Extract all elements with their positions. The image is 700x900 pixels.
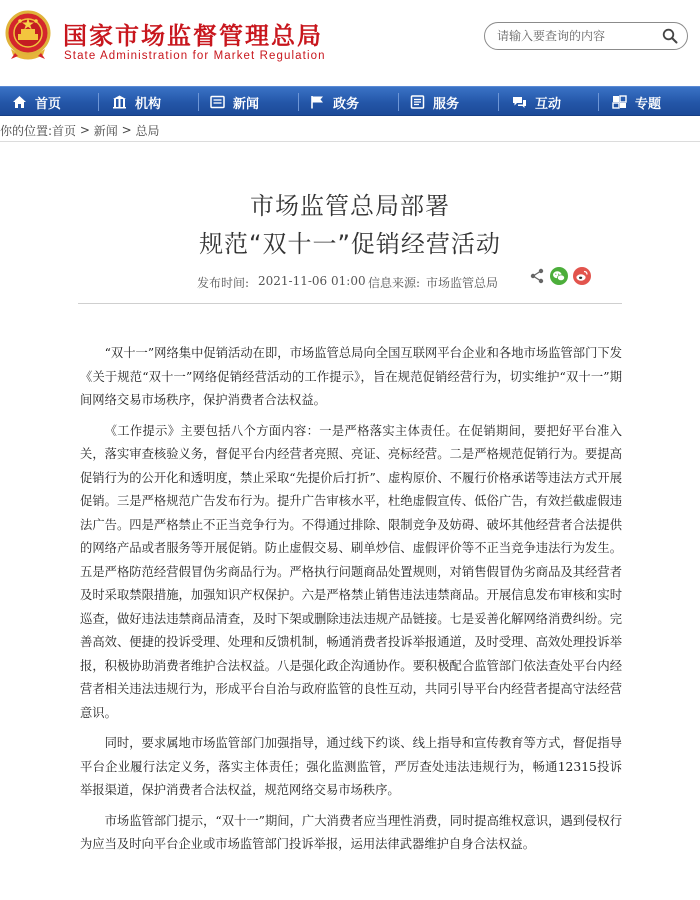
weibo-icon[interactable] — [573, 267, 591, 285]
publish-time: 2021-11-06 01:00 — [258, 274, 366, 288]
home-icon — [12, 95, 27, 109]
breadcrumb-headquarters[interactable]: 总局 — [135, 123, 160, 138]
site-title[interactable]: 国家市场监督管理总局 — [63, 22, 323, 50]
article-body — [80, 342, 622, 864]
nav-item-news[interactable] — [210, 87, 259, 117]
article-title-line2: 规范“双十一”促销经营活动 — [199, 230, 501, 258]
flag-icon — [310, 95, 325, 109]
nav-item-label: 机构 — [135, 96, 162, 112]
topic-icon — [612, 95, 627, 109]
nav-item-interaction[interactable] — [512, 87, 561, 117]
building-icon — [112, 95, 127, 109]
nav-item-label: 互动 — [535, 96, 562, 112]
search-icon[interactable] — [662, 28, 678, 44]
breadcrumb-home[interactable]: 首页 — [52, 123, 77, 138]
nav-item-institutions[interactable] — [112, 87, 161, 117]
main-nav — [0, 86, 700, 116]
nav-item-label: 服务 — [433, 96, 460, 112]
article-paragraph: “双十一”网络集中促销活动在即，市场监管总局向全国互联网平台企业和各地市场监管部门下发《关于规范“双十一”网络促销经营活动的工作提示》，旨在规范促销经营行为，切实维护“双十一”期间网络交易市场秩序，保护消费者合法权益。 — [80, 346, 622, 407]
nav-item-label: 专题 — [635, 96, 662, 112]
article-title-line1: 市场监管总局部署 — [250, 192, 450, 220]
source-label: 信息来源: — [368, 276, 421, 290]
service-icon — [410, 95, 425, 109]
nav-item-topics[interactable] — [612, 87, 661, 117]
article-paragraph: 市场监管部门提示，“双十一”期间，广大消费者应当理性消费，同时提高维权意识，遇到侵权行为应当及时向平台企业或市场监管部门投诉举报，运用法律武器维护自身合法权益。 — [80, 813, 622, 851]
interact-icon — [512, 95, 527, 109]
nav-item-label: 首页 — [35, 96, 62, 112]
article-paragraph: 《工作提示》主要包括八个方面内容：一是严格落实主体责任。在促销期间，要把好平台准入关，落实审查核验义务，督促平台内经营者亮照、亮证、亮标经营。二是严格规范促销行为。要提高促销行为的公开化和透明度，禁止采取“先提价后打折”、虚构原价、不履行价格承诺等违法方式开展促销。三是严格规范广告发布行为。提升广告审核水平，杜绝虚假宣传、低俗广告，有效拦截虚假违法广告。四是严格禁止不正当竞争行为。不得通过排除、限制竞争及妨碍、破坏其他经营者合法提供的网络产品或者服务等开展促销。防止虚假交易、刷单炒信、虚假评价等不正当竞争违法行为发生。五是严格防范经营假冒伪劣商品行为。严格执行问题商品处置规则，对销售假冒伪劣商品及其经营者及时采取禁限措施，加强知识产权保护。六是严格禁止销售违法违禁商品。开展信息发布审核和实时巡查，做好违法违禁商品清查，及时下架或删除违法违规产品链接。七是妥善化解网络消费纠纷。完善高效、便捷的投诉受理、处理和反馈机制，畅通消费者投诉举报通道，及时受理、高效处理投诉举报，积极协助消费者维护合法权益。八是强化政企沟通协作。要积极配合监管部门依法查处平台内经营者相关违法违规行为，形成平台自治与政府监管的良性互动，共同引导平台内经营者提高守法经营意识。 — [80, 423, 622, 720]
breadcrumb-prefix: 你的位置: — [0, 123, 53, 138]
site-header — [0, 0, 700, 84]
nav-item-label: 新闻 — [233, 96, 260, 112]
divider — [0, 141, 700, 142]
nav-divider — [198, 93, 199, 111]
article-meta — [0, 272, 700, 292]
nav-item-government-affairs[interactable] — [310, 87, 359, 117]
wechat-icon[interactable] — [550, 267, 568, 285]
source-value: 市场监管总局 — [426, 276, 499, 290]
nav-divider — [98, 93, 99, 111]
national-emblem-icon[interactable] — [3, 9, 53, 61]
share-icon[interactable] — [530, 268, 544, 284]
nav-item-label: 政务 — [333, 96, 360, 112]
nav-divider — [398, 93, 399, 111]
news-icon — [210, 95, 225, 109]
breadcrumb-news[interactable]: 新闻 — [93, 123, 118, 138]
nav-item-services[interactable] — [410, 87, 459, 117]
breadcrumb-separator: > — [76, 123, 94, 137]
search-input[interactable] — [497, 26, 657, 46]
breadcrumb-separator: > — [117, 123, 136, 137]
site-subtitle: State Administration for Market Regulation — [64, 50, 326, 62]
article-paragraph: 同时，要求属地市场监管部门加强指导，通过线下约谈、线上指导和宣传教育等方式，督促指导平台企业履行法定义务，落实主体责任；强化监测监管，严厉查处违法违规行为，畅通12315投诉举报渠道，保护消费者合法权益，规范网络交易市场秩序。 — [80, 736, 622, 797]
breadcrumb — [0, 121, 159, 139]
nav-divider — [598, 93, 599, 111]
nav-item-home[interactable] — [12, 87, 61, 117]
search-box[interactable] — [484, 22, 688, 50]
nav-divider — [298, 93, 299, 111]
nav-divider — [498, 93, 499, 111]
meta-divider — [78, 303, 622, 304]
publish-label: 发布时间: — [197, 276, 250, 290]
